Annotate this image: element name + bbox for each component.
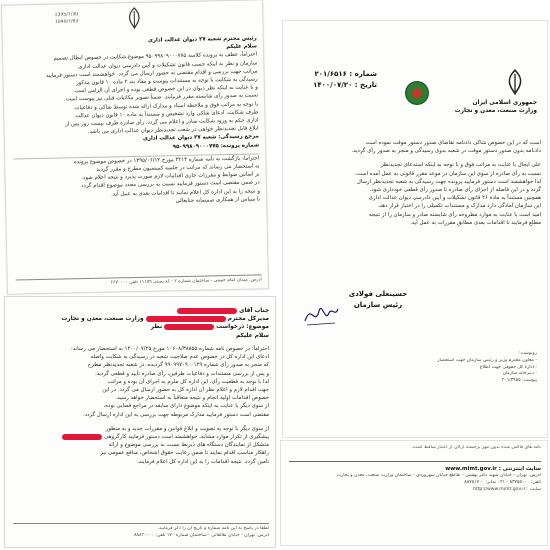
greeting (13, 307, 269, 315)
letter-bottom-right (280, 440, 548, 546)
footer-divider (13, 523, 269, 524)
signatory-title: رئیس سازمان (353, 301, 403, 309)
letter-line: با سپاس از همکاری صمیمانه جنابعالی (175, 196, 261, 205)
letter-refs (8, 12, 78, 27)
letter-line: متشکل از نمایندگان دستگاه های ذیربط نسبت به بررسی موضوع و ارائه (108, 442, 269, 449)
signature-icon (301, 299, 341, 329)
cc-line: پیوست: ۲۰۱/۳۹۵۵ (501, 378, 537, 384)
letter-footer: آدرس: میدان امام خمینی - ساختمان شماره ۲ - کد پستی ۱۱۱۵۹ تلفن ۶۶۷۰۰۰۰ (110, 277, 262, 286)
subject-label: موضوع: درخواست (216, 324, 269, 331)
letter-line: همچنین مستنداً به ماده ۲۶ قانون تشکیلات و آیین دادرسی دیوان عدالت اداری (368, 195, 541, 202)
letter-line: بر اساس ضوابط و مقررات جاری اقدامات لازم صورت پذیرد و نتیجه اعلام شود. (81, 171, 260, 182)
cc-line: رونوشت: (519, 351, 537, 356)
redaction-mark (164, 324, 214, 330)
letter-top-left (1, 0, 269, 295)
redaction-mark (62, 434, 102, 440)
letter-line: نسبت به رأی صادره از سوی این سازمان در موعد مقرر قانونی به عمل آمده است، (355, 170, 541, 177)
letter-date-row (297, 80, 377, 91)
org-line-2: وزارت صنعت، معدن و تجارت (454, 108, 537, 115)
letter-line (13, 433, 269, 441)
date-value: ۱۴۰۰/۰۷/۲۰ (313, 81, 353, 89)
recipient-line (13, 315, 269, 323)
letter-number-row (297, 69, 377, 80)
cc-line: - معاون محترم وزیر و رئیس سازمان جهت استحضار (437, 357, 537, 363)
subject-suffix: نظر (150, 324, 163, 331)
letter-body (11, 34, 260, 208)
letter-line: لذا با توجه به قطعیت رأی، این اداره کل ملزم به اجرای آن بوده و مراتب (107, 378, 269, 385)
letter-line: اداری حکم به ورود شکایت صادر و اعلام می گردد. رأی صادره ظرف بیست روز پس از (65, 117, 259, 128)
letter-line: سلام علیکم (226, 43, 257, 51)
letter-body (291, 139, 541, 227)
redaction-mark (146, 316, 226, 322)
letter-line: امید است با عنایت به موارد مطروحه رأی شایسته صادر و سازمان را از نتیجه (369, 211, 541, 218)
redaction-mark (177, 308, 237, 314)
letter-line: سازمان و نظر به اینکه حسب قانون تشکیلات و آیین دادرسی دیوان عدالت اداری (78, 60, 258, 70)
letter-header (13, 307, 269, 340)
salutation: سلام علیکم (236, 332, 269, 339)
letter-line: مراتب جهت بررسی و اقدام مقتضی به حضور ارسال می گردد. خواهشمند است دستور فرمایید (45, 68, 258, 79)
body2-text: پیشگیری از تکرار موارد مشابه، خواهشمند است دستور فرمایید کارگروهی (104, 434, 269, 441)
footer-note: لطفاً در پاسخ به این نامه شماره و تاریخ آن را ذکر فرمایید. (157, 526, 269, 531)
letter-line: ابلاغ قابل تجدیدنظر خواهی در شعب تجدیدنظر دیوان عدالت اداری می باشد. (87, 125, 259, 136)
recipient-text: مدیرکل محترم (227, 316, 269, 323)
website-value: www.mimt.gov.ir (445, 466, 497, 472)
letter-line: که منجر به صدور رأی شماره ۹۹۰۹۹۷۰۹۰۰۱۲۹ گردیده، در شعبه تجدیدنظر مطرح (87, 362, 269, 369)
letter-line: مطلع فرمایند تا اقدامات بعدی مطابق مقررات به عمل آید. (410, 219, 541, 226)
phone-line: تلفن: ۸۳۷۵۵۰۰۰ - ۰۲۱ نمابر: ۸۸۷۵۱۷۰۰ (464, 480, 541, 485)
contact-block (289, 465, 541, 494)
letter-line: علی ایحال با عنایت به مراتب فوق و با توجه به اینکه استدعای تجدیدنظر (380, 162, 541, 169)
recipient-suffix: وزارت صنعت، معدن و تجارت (61, 316, 144, 323)
letter-line: و نتیجه را به این اداره کل اعلام نمایند تا اقدامات بعدی به عمل آید. (110, 188, 261, 198)
ref-number: 1040/7/93 (54, 18, 79, 25)
letter-line: لذا خواهشمند است دستور فرمایید پرونده جهت رسیدگی به شعبه تجدیدنظر ارسال (356, 178, 541, 185)
number-label: شماره : (349, 70, 377, 78)
website-row (289, 465, 541, 473)
email-line: سایت : http://www.mimt.gov.ir (472, 486, 541, 492)
letter-line: از سوی دیگر با عنایت به اینکه موضوع دارای سابقه در مراجع قضایی بوده، (103, 403, 269, 410)
letter-line: با توجه به مراتب فوق و ملاحظه اسناد و مدارک ارائه شده توسط شاکی و دفاعیات (74, 101, 259, 111)
letter-line: ادعای این اداره کل در خصوص عدم صلاحیت شعبه در رسیدگی به شکایت واصله (90, 354, 269, 361)
letter-line: احتراماً، عطف به پرونده کلاسه ۹۵۰۹۹۸۰۹۰۰۰۷۷۵ موضوع شکایت در خصوص ابطال تصمیم (53, 51, 258, 63)
date-label: تاریخ : (354, 81, 377, 89)
letter-line: احتراماً؛ در خصوص نامه شماره ۱۰۶۰۸/۳۸۸۵۵ مورخ ۱۴۰۰/۰۷/۲۵ به استحضار می رساند: (70, 346, 269, 352)
letter-bottom-left (4, 296, 276, 548)
subject-line (13, 323, 269, 331)
letter-footer (13, 526, 269, 540)
letter-line: رئیس محترم شعبه ۲۷ دیوان عدالت اداری (147, 35, 257, 44)
cc-line: - اداره کل حقوقی جهت اطلاع (479, 364, 537, 370)
letter-line: احتراماً، بازگشت به نامه شماره ۳۲۱۴ مورخ ۱۳۹۵/۰۶/۱۲ در خصوص موضوع پرونده (13, 153, 259, 167)
letter-line: و با عنایت به اینکه نظر دیوان در این خصوص قطعی بوده و اجرای آن الزامی است (74, 84, 258, 95)
letter-line: مرجع رسیدگی: شعبه ۲۷ دیوان عدالت اداری (142, 133, 259, 143)
body2-text: از سوی دیگر با توجه به تصویب و ابلاغ قوانین و مقررات جدید و به منظور (105, 425, 269, 432)
letter-line: به استحضار می رساند که مراتب در جلسه کمیسیون مطرح و مقرر گردید (96, 163, 260, 173)
footer-divider (289, 461, 541, 462)
address-line: آدرس: تهران - خیابان شهید دکتر بهشتی - تقاطع خیابان سهروردی - ساختمان وزارت صنعت، معدن و تجارت (336, 473, 541, 479)
letter-line: است که در این خصوص شاکی دادنامه تقاضای صدور دستور موقت نموده است (365, 140, 541, 146)
letter-top-right (282, 20, 548, 438)
fax-note: نامه های فاکس شده بدون مهر برجسته ارگان از اعتبار ساقط است. (411, 445, 541, 450)
letter-line (13, 425, 269, 433)
letter-line: خصوص اقدامات اولیه انجام و نتیجه متعاقباً به استحضار خواهد رسید. (115, 395, 269, 402)
cc-list (407, 351, 537, 385)
greeting-text: جناب آقای (239, 308, 269, 314)
footer-address: آدرس: تهران - خیابان طالقانی - ساختمان شماره ۱۷۰ تلفن: ۸۸۸۲۰۰۰۰ (134, 532, 269, 538)
letter-line: نسبت به صدور رأی شایسته مقرر فرمایند. ضمناً تصویر مکاتبات قبلی نیز پیوست است. (64, 92, 259, 103)
letter-line: این سازمان آمادگی دارد مدارک و مستندات تکمیلی را در اختیار قرار دهد. (377, 203, 541, 210)
letter-line: گردد و در این فاصله از اجرای رأی صادره تا صدور رأی قطعی خودداری شود. (369, 187, 541, 194)
letter-line: در ضمن مقتضی است دستور فرمایید نسبت به بررسی مجدد موضوع اقدام گردد (81, 179, 260, 190)
iran-emblem-icon (124, 7, 144, 29)
letter-line: طرف شکایت، ادعای شاکی وارد تشخیص و مستنداً به ماده ۱۰ قانون دیوان عدالت (75, 109, 259, 120)
letter-line: راهکار مناسب اقدام نمایند تا ضمن رعایت حقوق اشخاص، منافع عمومی نیز (100, 450, 269, 457)
org-header (397, 99, 537, 115)
letter-line: تأمین گردد. نتیجه اقدامات را به این اداره کل اعلام فرمایند. (136, 458, 269, 465)
letter-line: مقتضی است دستور فرمایید مدارک مربوطه جهت بررسی به این اداره ارسال گردد. (83, 411, 269, 418)
letter-line: جهت اقدام لازم و اعلام نظر آن اداره کل به حضور ارسال می گردد. در این (102, 387, 269, 394)
letter-number-block (297, 69, 377, 91)
number-value: ۲۰۱/۶۵۱۶ (314, 70, 347, 78)
signatory-name: حسینعلی فولادی (348, 290, 408, 298)
letter-line: شماره پرونده: ۹۵۰۹۹۸۰۹۰۰۰۷۷۵ (172, 142, 260, 150)
website-label: سایت اینترنتی : (498, 466, 541, 472)
cc-line: - دبیرخانه سازمان (502, 371, 537, 377)
org-line-1: جمهوری اسلامی ایران (472, 100, 537, 106)
iran-emblem-icon (503, 69, 527, 95)
letter-line: رسیدگی به شکایت با توجه به مستندات پیوست و مفاد بند ۲ ماده ۱۰ قانون مذکور (75, 76, 258, 87)
letter-body (13, 345, 269, 466)
ref-date: 1395/7/30 (54, 12, 79, 18)
letter-line: دادنامه بدون صدور دستور موقت در شعبه بدوی رسیدگی و منجر به صدور رأی گردید. (351, 148, 541, 155)
letter-line: و پس از بررسی مستندات و دفاعیات طرفین، رأی صادره تأیید و قطعی گردید. (94, 370, 269, 377)
